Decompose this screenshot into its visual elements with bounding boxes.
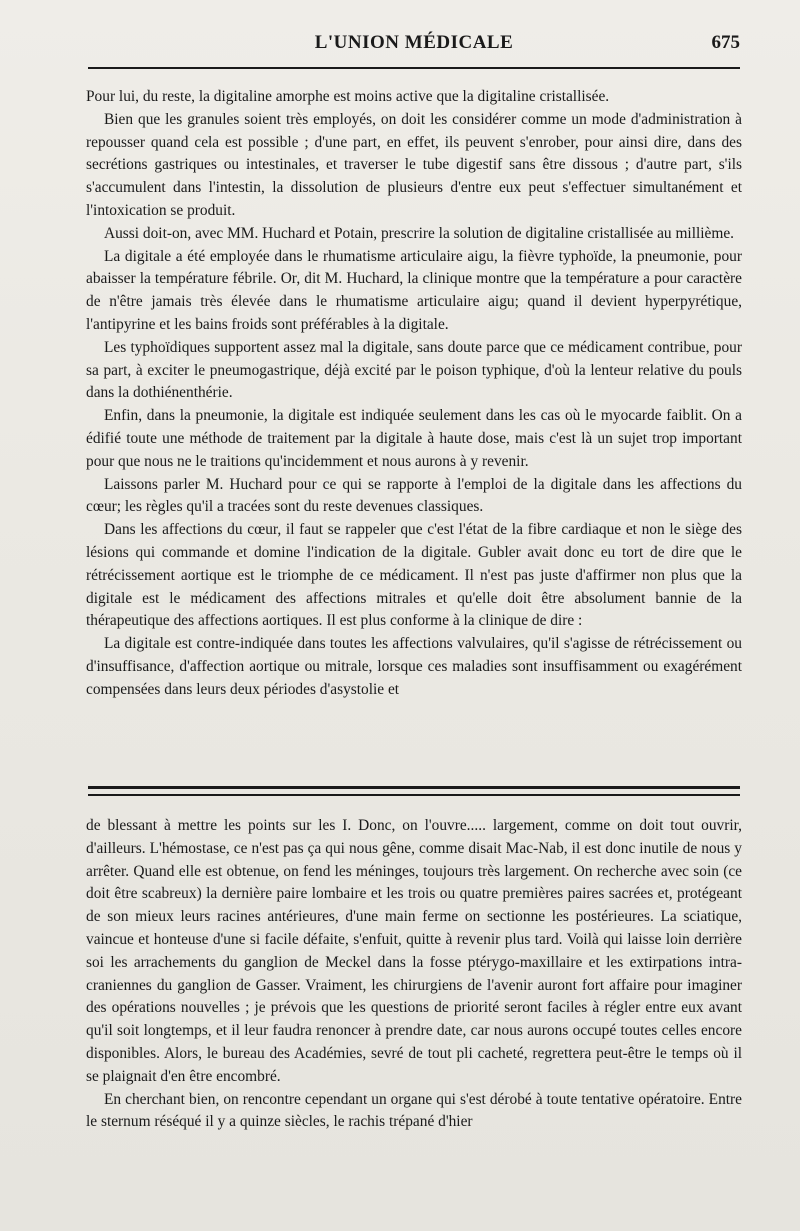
- paragraph: La digitale a été employée dans le rhumatisme articulaire aigu, la fièvre typhoïde, la pneumonie, pour abaisser la température fébrile. Or, dit M. Huchard, la clinique montre que la température a pour caractère de n'être jamais très élevée dans le rhumatisme articulaire aigu; quand il devient hyperpyrétique, l'antipyrine et les bains froids sont préférables à la digitale.: [86, 247, 742, 333]
- paragraph: de blessant à mettre les points sur les I. Donc, on l'ouvre..... largement, comme on doit tout ouvrir, d'ailleurs. L'hémostase, ce n'est pas ça qui nous gêne, comme disait Mac-Nab, il est donc inutile de nous y arrêter. Quand elle est obtenue, on fend les méninges, toujours très largement. On recherche avec soin (ce doit être scabreux) la dernière paire lombaire et les trois ou quatre premières paires sacrées et, protégeant de son mieux leurs racines antérieures, d'une main ferme on sectionne les postérieures. La sciatique, vaincue et honteuse d'une si facile défaite, s'enfuit, quitte à revenir plus tard. Voilà qui laisse loin derrière soi les arrachements du ganglion de Meckel dans la fosse ptérygo-maxillaire et les extirpations intra-craniennes du ganglion de Gasser. Vraiment, les chirurgiens de l'avenir auront fort affaire pour imaginer des opérations nouvelles ; je prévois que les questions de priorité seront faciles à régler entre eux avant qu'il soit longtemps, et il leur faudra renoncer à prendre date, car nous aurons occupé toutes celles encore disponibles. Alors, le bureau des Académies, sevré de tout pli cacheté, regrettera peut-être le temps où il se plaignait d'en être encombré.: [86, 817, 742, 1085]
- paragraph: En cherchant bien, on rencontre cependant un organe qui s'est dérobé à toute tentative opératoire. Entre le sternum réséqué il y a quinze siècles, le rachis trépané d'hier: [86, 1090, 742, 1131]
- page-number: 675: [711, 32, 740, 53]
- paragraph: Les typhoïdiques supportent assez mal la digitale, sans doute parce que ce médicament contribue, pour sa part, à exciter le pneumogastrique, déjà excité par le poison typhique, d'où la lenteur relative du pouls dans la dothiénenthérie.: [86, 338, 742, 402]
- journal-title: L'UNION MÉDICALE: [314, 32, 514, 53]
- paragraph: Aussi doit-on, avec MM. Huchard et Potain, prescrire la solution de digitaline cristallisée au millième.: [104, 224, 735, 242]
- paragraph: Pour lui, du reste, la digitaline amorphe est moins active que la digitaline cristallisée.: [86, 88, 610, 105]
- paragraph: Dans les affections du cœur, il faut se rappeler que c'est l'état de la fibre cardiaque et non le siège des lésions qui commande et domine l'indication de la digitale. Gubler avait donc eu tort de dire que le rétrécissement aortique est le triomphe de ce médicament. Il n'est pas juste d'affirmer non plus que la digitale est le médicament des affections mitrales et qu'elle doit être absolument bannie de la thérapeutique des affections aortiques. Il est plus conforme à la clinique de dire :: [86, 521, 742, 630]
- paragraph: La digitale est contre-indiquée dans toutes les affections valvulaires, qu'il s'agisse de rétrécissement ou d'insuffisance, d'affection aortique ou mitrale, lorsque ces maladies sont insuffisamment ou exagérément compensées dans leurs deux périodes d'asystolie et: [86, 635, 742, 698]
- main-article: [86, 86, 742, 702]
- paragraph: Bien que les granules soient très employés, on doit les considérer comme un mode d'administration à repousser quand cela est possible ; d'une part, en effet, ils peuvent s'enrober, pour ainsi dire, dans des secrétions gastriques ou intestinales, et traverser le tube digestif sans être dissous ; d'autre part, s'ils s'accumulent dans l'intestin, la dissolution de plusieurs d'entre eux peut s'effectuer simultanément et l'intoxication se produit.: [86, 110, 742, 219]
- header-rule: [88, 67, 740, 69]
- section-divider: [88, 794, 740, 796]
- section-divider: [88, 786, 740, 789]
- running-header: [88, 32, 740, 62]
- paragraph: Laissons parler M. Huchard pour ce qui se rapporte à l'emploi de la digitale dans les affections du cœur; les règles qu'il a tracées sont du reste devenues classiques.: [86, 475, 742, 516]
- paragraph: Enfin, dans la pneumonie, la digitale est indiquée seulement dans les cas où le myocarde faiblit. On a édifié toute une méthode de traitement par la digitale à haute dose, mais c'est là un sujet trop important pour que nous ne le traitions qu'incidemment et nous aurons à y revenir.: [86, 407, 742, 470]
- feuilleton-article: [86, 815, 742, 1134]
